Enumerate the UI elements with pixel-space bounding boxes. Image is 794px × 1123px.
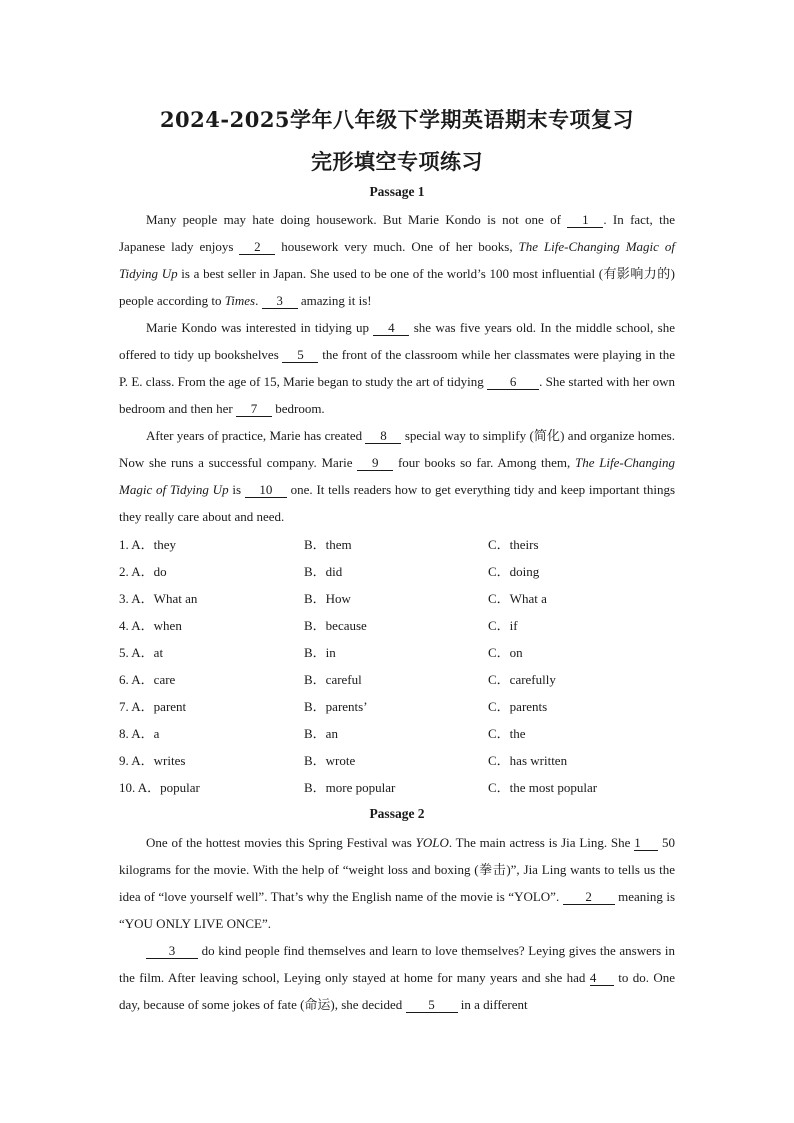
blank-p2-3: 3 bbox=[146, 944, 198, 959]
option-row bbox=[119, 747, 675, 774]
option-row bbox=[119, 639, 675, 666]
blank-2: 2 bbox=[239, 240, 275, 255]
option-b: B．parents’ bbox=[304, 699, 368, 714]
option-a: 3. A．What an bbox=[119, 591, 198, 606]
magazine-title: Times bbox=[224, 293, 256, 308]
passage2-paragraph-1: One of the hottest movies this Spring Festival was YOLO. The main actress is Jia Ling. She 1 50 kilograms for the movie. With the help of “weight loss and boxing (拳击)”, Jia Ling wants to tells us the idea of “love yourself well”. That’s why the English name of the movie is “YOLO”. 2 meaning is “YOU ONLY LIVE ONCE”. bbox=[119, 835, 676, 931]
option-a: 10. A．popular bbox=[119, 780, 200, 795]
blank-5: 5 bbox=[282, 348, 318, 363]
blank-p2-5: 5 bbox=[406, 998, 458, 1013]
option-b: B．How bbox=[304, 591, 351, 606]
blank-1: 1 bbox=[567, 213, 603, 228]
option-row bbox=[119, 693, 675, 720]
option-c: C．the most popular bbox=[488, 780, 598, 795]
option-a: 6. A．care bbox=[119, 672, 176, 687]
passage2-heading: Passage 2 bbox=[369, 806, 425, 821]
option-c: C．What a bbox=[488, 591, 547, 606]
passage1-paragraph-1: Many people may hate doing housework. But Marie Kondo is not one of 1 . In fact, the Japanese lady enjoys 2 housework very much. One of her books, The Life-Changing Magic of Tidying Up is a best seller in Japan. She used to be one of the world’s 100 most influential (有影响力的) people according to Times. 3 amazing it is! bbox=[119, 212, 676, 308]
option-a: 5. A．at bbox=[119, 645, 164, 660]
option-b: B．careful bbox=[304, 672, 362, 687]
option-b: B．more popular bbox=[304, 780, 396, 795]
option-c: C．on bbox=[488, 645, 523, 660]
option-c: C．theirs bbox=[488, 537, 539, 552]
option-row bbox=[119, 774, 675, 801]
option-c: C．parents bbox=[488, 699, 548, 714]
option-b: B．them bbox=[304, 537, 352, 552]
passage2-paragraph-2: 3 do kind people find themselves and learn to love themselves? Leying gives the answers in the film. After leaving school, Leying only stayed at home for many years and she had 4 to do. One day, because of some jokes of fate (命运), she decided 5 in a different bbox=[119, 943, 676, 1012]
book-title: The Life-Changing Magic of Tidying Up bbox=[119, 239, 675, 281]
option-c: C．doing bbox=[488, 564, 540, 579]
option-a: 1. A．they bbox=[119, 537, 177, 552]
option-a: 4. A．when bbox=[119, 618, 182, 633]
blank-3: 3 bbox=[262, 294, 298, 309]
option-row bbox=[119, 720, 675, 747]
blank-9: 9 bbox=[357, 456, 393, 471]
blank-10: 10 bbox=[245, 483, 287, 498]
blank-p2-2: 2 bbox=[563, 890, 615, 905]
option-b: B．because bbox=[304, 618, 367, 633]
page-subtitle: 完形填空专项练习 bbox=[311, 149, 483, 174]
passage1-paragraph-3: After years of practice, Marie has created 8 special way to simplify (简化) and organize homes. Now she runs a successful company. Marie 9 four books so far. Among them, The Life-Changing Magic of Tidying Up is 10 one. It tells readers how to get everything tidy and keep important things they really care about and need. bbox=[119, 428, 676, 524]
answer-options bbox=[119, 531, 675, 801]
blank-p2-4: 4 bbox=[590, 971, 614, 986]
book-title: The Life-Changing Magic of Tidying Up bbox=[119, 455, 676, 497]
option-row bbox=[119, 585, 675, 612]
option-a: 9. A．writes bbox=[119, 753, 186, 768]
option-c: C．carefully bbox=[488, 672, 556, 687]
option-a: 8. A．a bbox=[119, 726, 160, 741]
movie-title: YOLO bbox=[415, 835, 449, 850]
option-b: B．an bbox=[304, 726, 338, 741]
option-a: 7. A．parent bbox=[119, 699, 187, 714]
option-c: C．if bbox=[488, 618, 518, 633]
option-row bbox=[119, 558, 675, 585]
blank-4: 4 bbox=[373, 321, 409, 336]
option-b: B．in bbox=[304, 645, 336, 660]
blank-p2-1: 1 bbox=[634, 836, 658, 851]
option-row bbox=[119, 612, 675, 639]
option-row bbox=[119, 531, 675, 558]
option-b: B．wrote bbox=[304, 753, 356, 768]
option-c: C．the bbox=[488, 726, 526, 741]
option-a: 2. A．do bbox=[119, 564, 167, 579]
option-row bbox=[119, 666, 675, 693]
option-b: B．did bbox=[304, 564, 343, 579]
passage1-heading: Passage 1 bbox=[369, 184, 425, 199]
passage1-paragraph-2: Marie Kondo was interested in tidying up 4 she was five years old. In the middle school, she offered to tidy up bookshelves 5 the front of the classroom while her classmates were playing in the P. E. class. From the age of 15, Marie began to study the art of tidying 6 . She started with her own bedroom and then her 7 bedroom. bbox=[119, 320, 676, 416]
page-title: 2024-2025学年八年级下学期英语期末专项复习 bbox=[159, 107, 635, 132]
option-c: C．has written bbox=[488, 753, 568, 768]
blank-6: 6 bbox=[487, 375, 539, 390]
blank-8: 8 bbox=[365, 429, 401, 444]
blank-7: 7 bbox=[236, 402, 272, 417]
